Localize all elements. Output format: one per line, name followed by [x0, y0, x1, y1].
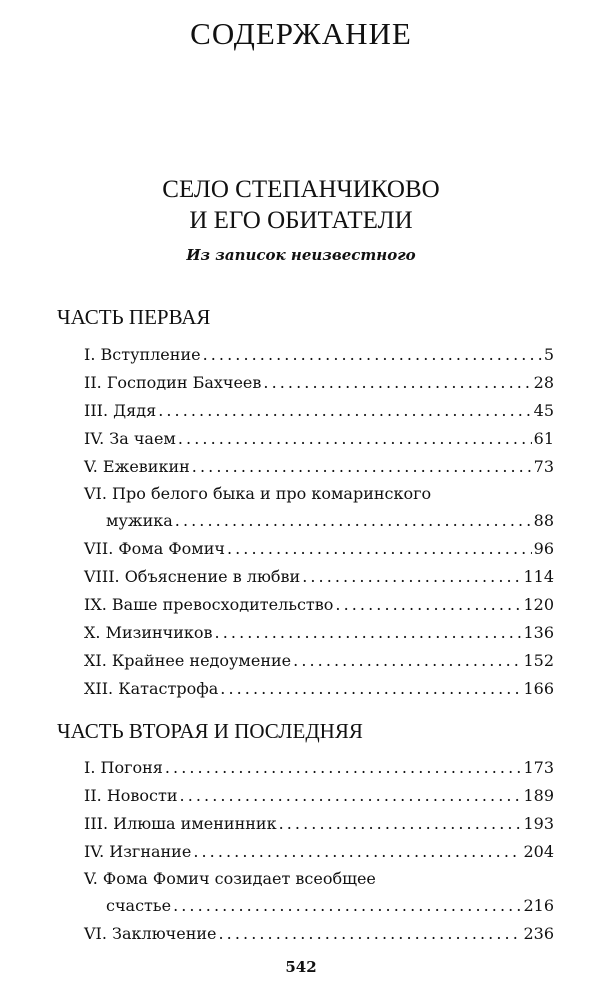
chapter-title: VII. Фома Фомич: [84, 539, 225, 558]
toc-entry-first-line[interactable]: [84, 866, 554, 892]
chapter-title: XI. Крайнее недоумение: [84, 651, 292, 670]
dot-leader: [158, 397, 531, 425]
chapter-page: 96: [533, 539, 554, 558]
toc-entry[interactable]: [84, 675, 554, 703]
chapter-title: I. Вступление: [84, 345, 201, 364]
dot-leader: [279, 810, 522, 838]
toc-entry[interactable]: [84, 397, 554, 425]
toc-entry[interactable]: [84, 453, 554, 481]
chapter-title: XII. Катастрофа: [84, 679, 219, 698]
chapter-title: II. Господин Бахчеев: [84, 373, 262, 392]
chapter-page: 120: [523, 595, 554, 614]
toc-entry[interactable]: [84, 647, 554, 675]
work-title-line-2: И ЕГО ОБИТАТЕЛИ: [189, 207, 413, 234]
chapter-page: 166: [523, 679, 554, 698]
toc-entry-first-line[interactable]: [84, 481, 554, 507]
chapter-title: IV. За чаем: [84, 429, 176, 448]
dot-leader: [215, 619, 522, 647]
dot-leader: [165, 754, 522, 782]
dot-leader: [220, 675, 521, 703]
chapter-page: 152: [523, 651, 554, 670]
chapter-title-continuation: счастье: [106, 896, 172, 915]
page-number: 542: [285, 958, 317, 976]
chapter-title: III. Дядя: [84, 401, 157, 420]
chapter-title: I. Погоня: [84, 758, 163, 777]
dot-leader: [193, 838, 521, 866]
chapter-title: IV. Изгнание: [84, 842, 192, 861]
chapter-page: 28: [533, 373, 554, 392]
chapter-page: 88: [533, 511, 554, 530]
toc-entry[interactable]: [84, 341, 554, 369]
toc-list-part-1: [84, 341, 554, 703]
dot-leader: [173, 892, 521, 920]
toc-entry[interactable]: [84, 920, 554, 948]
chapter-page: 45: [533, 401, 554, 420]
toc-entry[interactable]: [84, 563, 554, 591]
chapter-title: V. Фома Фомич созидает всеобщее: [84, 869, 376, 888]
chapter-page: 236: [523, 924, 554, 943]
chapter-page: 5: [543, 345, 554, 364]
chapter-page: 114: [523, 567, 554, 586]
dot-leader: [192, 453, 532, 481]
toc-entry[interactable]: [84, 425, 554, 453]
dot-leader: [227, 535, 532, 563]
dot-leader: [203, 341, 542, 369]
toc-entry[interactable]: [84, 591, 554, 619]
chapter-page: 189: [523, 786, 554, 805]
toc-entry[interactable]: [84, 782, 554, 810]
work-title-line-1: СЕЛО СТЕПАНЧИКОВО: [162, 176, 440, 203]
toc-entry[interactable]: [84, 754, 554, 782]
toc-entry-continuation[interactable]: [84, 892, 554, 920]
dot-leader: [335, 591, 521, 619]
toc-entry-continuation[interactable]: [84, 507, 554, 535]
chapter-page: 204: [523, 842, 554, 861]
page-title: СОДЕРЖАНИЕ: [190, 16, 412, 51]
dot-leader: [293, 647, 521, 675]
part-heading-1: ЧАСТЬ ПЕРВАЯ: [57, 305, 211, 329]
chapter-title: VI. Про белого быка и про комаринского: [84, 484, 432, 503]
toc-entry[interactable]: [84, 535, 554, 563]
chapter-title: IX. Ваше превосходительство: [84, 595, 334, 614]
work-subtitle: Из записок неизвестного: [186, 246, 416, 264]
chapter-page: 193: [523, 814, 554, 833]
dot-leader: [175, 507, 532, 535]
chapter-page: 136: [523, 623, 554, 642]
chapter-title: II. Новости: [84, 786, 178, 805]
chapter-title: X. Мизинчиков: [84, 623, 213, 642]
chapter-page: 216: [523, 896, 554, 915]
toc-entry[interactable]: [84, 838, 554, 866]
toc-list-part-2: [84, 754, 554, 948]
part-heading-2: ЧАСТЬ ВТОРАЯ И ПОСЛЕДНЯЯ: [57, 719, 363, 743]
dot-leader: [180, 782, 522, 810]
toc-entry[interactable]: [84, 369, 554, 397]
dot-leader: [263, 369, 531, 397]
dot-leader: [178, 425, 532, 453]
chapter-title: III. Илюша именинник: [84, 814, 277, 833]
toc-entry[interactable]: [84, 619, 554, 647]
chapter-page: 173: [523, 758, 554, 777]
chapter-page: 61: [533, 429, 554, 448]
dot-leader: [302, 563, 521, 591]
chapter-title: VIII. Объяснение в любви: [84, 567, 301, 586]
chapter-page: 73: [533, 457, 554, 476]
chapter-title: V. Ежевикин: [84, 457, 190, 476]
toc-entry[interactable]: [84, 810, 554, 838]
dot-leader: [219, 920, 522, 948]
chapter-title: VI. Заключение: [84, 924, 217, 943]
chapter-title-continuation: мужика: [106, 511, 173, 530]
